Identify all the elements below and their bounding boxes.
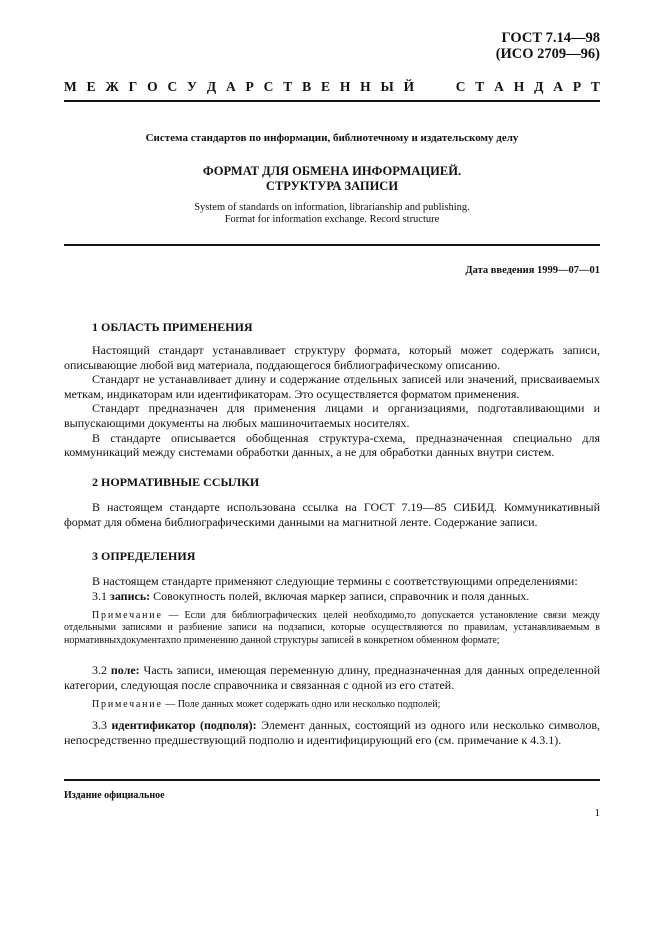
heading-letter: Г: [128, 79, 138, 94]
heading-letter: Т: [475, 79, 485, 94]
heading-letter: М: [64, 79, 77, 94]
note-text: — Если для библиографических целей необходимо,то допускается установление связи между отдельными записями и разбиение записи на подзаписи, которые осуществляются по правилам, устанавливаемым в нормативныхдокументахпо применению данной структуры записей в конкретном обменном формате;: [64, 610, 600, 646]
section-3-heading: 3 ОПРЕДЕЛЕНИЯ: [92, 549, 196, 563]
heading-letter: Р: [245, 79, 254, 94]
term-definition: Элемент данных, состоящий из одного или несколько символов, непосредственно предшествующий подполю и идентифицирующий его (см. примечание к 4.3.1).: [64, 718, 600, 747]
heading-letter: Ы: [380, 79, 394, 94]
title-line-2: СТРУКТУРА ЗАПИСИ: [265, 179, 399, 193]
english-title: [64, 202, 600, 226]
header-rule: [64, 100, 600, 102]
heading-letter: Т: [283, 79, 293, 94]
heading-letter: С: [167, 79, 178, 94]
heading-letter: [440, 79, 446, 95]
heading-letter: Н: [360, 79, 371, 94]
section-3-intro: В настоящем стандарте применяют следующие термины с соответствующими определениями:: [92, 574, 578, 588]
section-2-heading: 2 НОРМАТИВНЫЕ ССЫЛКИ: [92, 475, 260, 489]
title-rule: [64, 244, 600, 246]
heading-letter: Й: [403, 79, 415, 94]
definition-3-3: [64, 718, 600, 747]
page-number: 1: [594, 807, 600, 819]
heading-letter: О: [147, 79, 158, 94]
heading-letter: Е: [86, 79, 96, 94]
term-definition: Совокупность полей, включая маркер записи, справочник и поля данных.: [153, 589, 530, 603]
interstate-standard-heading: [64, 79, 600, 95]
heading-letter: Д: [534, 79, 544, 94]
title-line-1: ФОРМАТ ДЛЯ ОБМЕНА ИНФОРМАЦИЕЙ.: [202, 164, 462, 178]
definition-3-2: [64, 663, 600, 692]
section-1-paragraph: Настоящий стандарт устанавливает структуру формата, который может содержать записи, описывающие любой вид материала, поддающегося библиографическому описанию.: [64, 343, 600, 372]
english-title-line-2: Format for information exchange. Record structure: [224, 214, 440, 225]
heading-letter: Р: [572, 79, 582, 94]
heading-letter: В: [302, 79, 312, 94]
heading-letter: С: [455, 79, 466, 94]
heading-letter: А: [494, 79, 504, 94]
heading-letter: Т: [590, 79, 600, 94]
heading-letter: С: [263, 79, 274, 94]
section-1-heading: 1 ОБЛАСТЬ ПРИМЕНЕНИЯ: [92, 320, 253, 334]
standard-designation: [496, 30, 600, 62]
heading-letter: Ж: [105, 79, 119, 94]
note-label: Примечание: [92, 699, 163, 710]
term-name: запись:: [110, 589, 151, 603]
heading-letter: Н: [513, 79, 525, 94]
section-1-body: [64, 343, 600, 460]
term-number: 3.3: [92, 718, 107, 732]
definition-3-1: [64, 589, 600, 604]
gost-number: ГОСТ 7.14—98: [501, 30, 600, 46]
note-text: — Поле данных может содержать одно или несколько подполей;: [162, 699, 441, 710]
heading-letter: А: [553, 79, 563, 94]
system-title: Система стандартов по информации, библиотечному и издательскому делу: [145, 132, 519, 144]
term-name: идентификатор (подполя):: [111, 718, 257, 732]
term-number: 3.1: [92, 589, 107, 603]
section-1-paragraph: Стандарт предназначен для применения лицами и организациями, подготавливающими и выпускающими документы на любых машиночитаемых носителях.: [64, 401, 600, 430]
iso-number: (ИСО 2709—96): [495, 46, 600, 62]
document-title: [64, 164, 600, 194]
heading-letter: Д: [206, 79, 217, 94]
section-1-paragraph: Стандарт не устанавливает длину и содержание отдельных записей или значений, присваиваемых меткам, индикаторам или идентификаторам. Это осуществляется форматом применения.: [64, 372, 600, 401]
heading-letter: [424, 79, 430, 95]
heading-letter: Н: [339, 79, 351, 94]
term-number: 3.2: [92, 663, 107, 677]
section-2-paragraph: В настоящем стандарте использована ссылка на ГОСТ 7.19—85 СИБИД. Коммуникативный формат для обмена библиографическими данными на магнитной ленте. Содержание записи.: [64, 500, 600, 529]
term-definition: Часть записи, имеющая переменную длину, предназначенная для данных определенной категории, следующая после справочника и связанная с одной из его статей.: [64, 663, 601, 692]
heading-letter: Е: [320, 79, 330, 94]
section-1-paragraph: В стандарте описывается обобщенная структура-схема, предназначенная специально для коммуникаций между системами обработки данных, а не для обработки данных внутри систем.: [64, 430, 600, 460]
note-3-1: [64, 610, 600, 647]
note-label: Примечание: [92, 610, 163, 621]
heading-letter: У: [187, 79, 197, 94]
introduction-date: Дата введения 1999—07—01: [465, 265, 600, 276]
term-name: поле:: [110, 663, 140, 677]
english-title-line-1: System of standards on information, librarianship and publishing.: [194, 202, 470, 213]
note-3-2: [64, 699, 600, 711]
footer-rule: [64, 779, 600, 781]
heading-letter: А: [225, 79, 236, 94]
official-edition-label: Издание официальное: [64, 790, 165, 801]
